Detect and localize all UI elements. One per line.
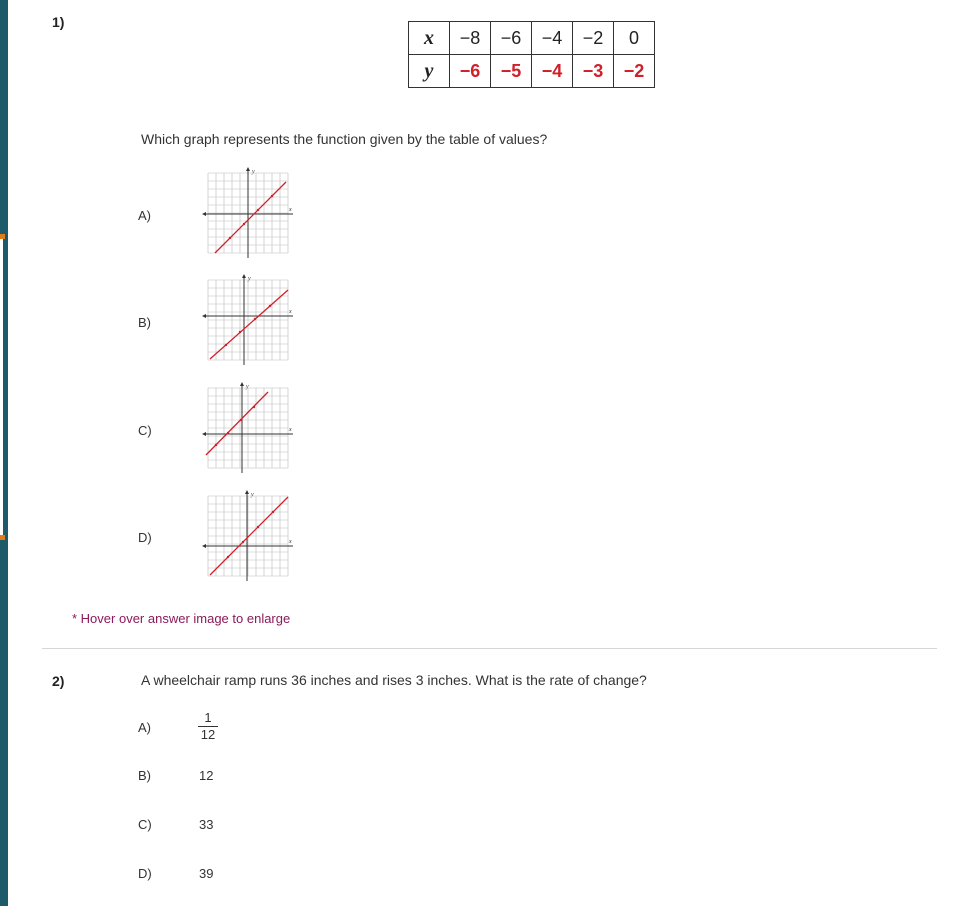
x-cell: −6 xyxy=(491,22,532,55)
sidebar-tick-bottom xyxy=(0,535,5,540)
sidebar-tick-top xyxy=(0,234,5,239)
svg-text:x: x xyxy=(289,309,292,315)
sidebar-indicator xyxy=(0,238,3,538)
graph-grid xyxy=(208,280,288,360)
option-d-label[interactable]: D) xyxy=(138,866,152,881)
option-c-label[interactable]: C) xyxy=(138,423,152,438)
fraction-denominator: 12 xyxy=(200,727,216,742)
svg-text:y: y xyxy=(252,169,255,175)
question-2-stem: A wheelchair ramp runs 36 inches and rises 3 inches. What is the rate of change? xyxy=(141,672,647,688)
svg-text:x: x xyxy=(289,207,292,213)
hover-hint: * Hover over answer image to enlarge xyxy=(72,611,291,626)
x-cell: 0 xyxy=(614,22,655,55)
option-b-graph-icon[interactable] xyxy=(200,272,296,367)
option-d-label[interactable]: D) xyxy=(138,530,152,545)
option-b-label[interactable]: B) xyxy=(138,315,151,330)
option-b-label[interactable]: B) xyxy=(138,768,151,783)
question-1-stem: Which graph represents the function given by the table of values? xyxy=(141,131,548,147)
question-1-number: 1) xyxy=(52,14,65,30)
y-header: y xyxy=(409,55,450,88)
table-row-y xyxy=(409,55,655,88)
x-header: x xyxy=(409,22,450,55)
x-cell: −2 xyxy=(573,22,614,55)
y-cell: −4 xyxy=(532,55,573,88)
table-row-x xyxy=(409,22,655,55)
svg-text:x: x xyxy=(289,539,292,545)
option-a-label[interactable]: A) xyxy=(138,208,151,223)
option-a-fraction[interactable] xyxy=(198,711,218,742)
option-d-graph-icon[interactable] xyxy=(200,488,296,583)
svg-text:y: y xyxy=(246,384,249,390)
x-cell: −4 xyxy=(532,22,573,55)
svg-text:y: y xyxy=(251,492,254,498)
option-b-value[interactable]: 12 xyxy=(199,768,214,783)
y-cell: −5 xyxy=(491,55,532,88)
y-cell: −2 xyxy=(614,55,655,88)
option-a-graph-icon[interactable] xyxy=(200,165,296,260)
x-cell: −8 xyxy=(450,22,491,55)
graph-grid xyxy=(208,388,288,468)
graph-grid xyxy=(208,496,288,576)
svg-text:x: x xyxy=(289,427,292,433)
option-a-label[interactable]: A) xyxy=(138,720,151,735)
xy-value-table xyxy=(408,21,655,88)
option-c-graph-icon[interactable] xyxy=(200,380,296,475)
question-divider xyxy=(42,648,937,649)
y-cell: −6 xyxy=(450,55,491,88)
left-sidebar-strip xyxy=(0,0,8,906)
svg-text:y: y xyxy=(248,276,251,282)
y-cell: −3 xyxy=(573,55,614,88)
fraction-numerator: 1 xyxy=(204,710,212,725)
option-d-value[interactable]: 39 xyxy=(199,866,214,881)
option-c-label[interactable]: C) xyxy=(138,817,152,832)
question-2-number: 2) xyxy=(52,673,65,689)
option-c-value[interactable]: 33 xyxy=(199,817,214,832)
